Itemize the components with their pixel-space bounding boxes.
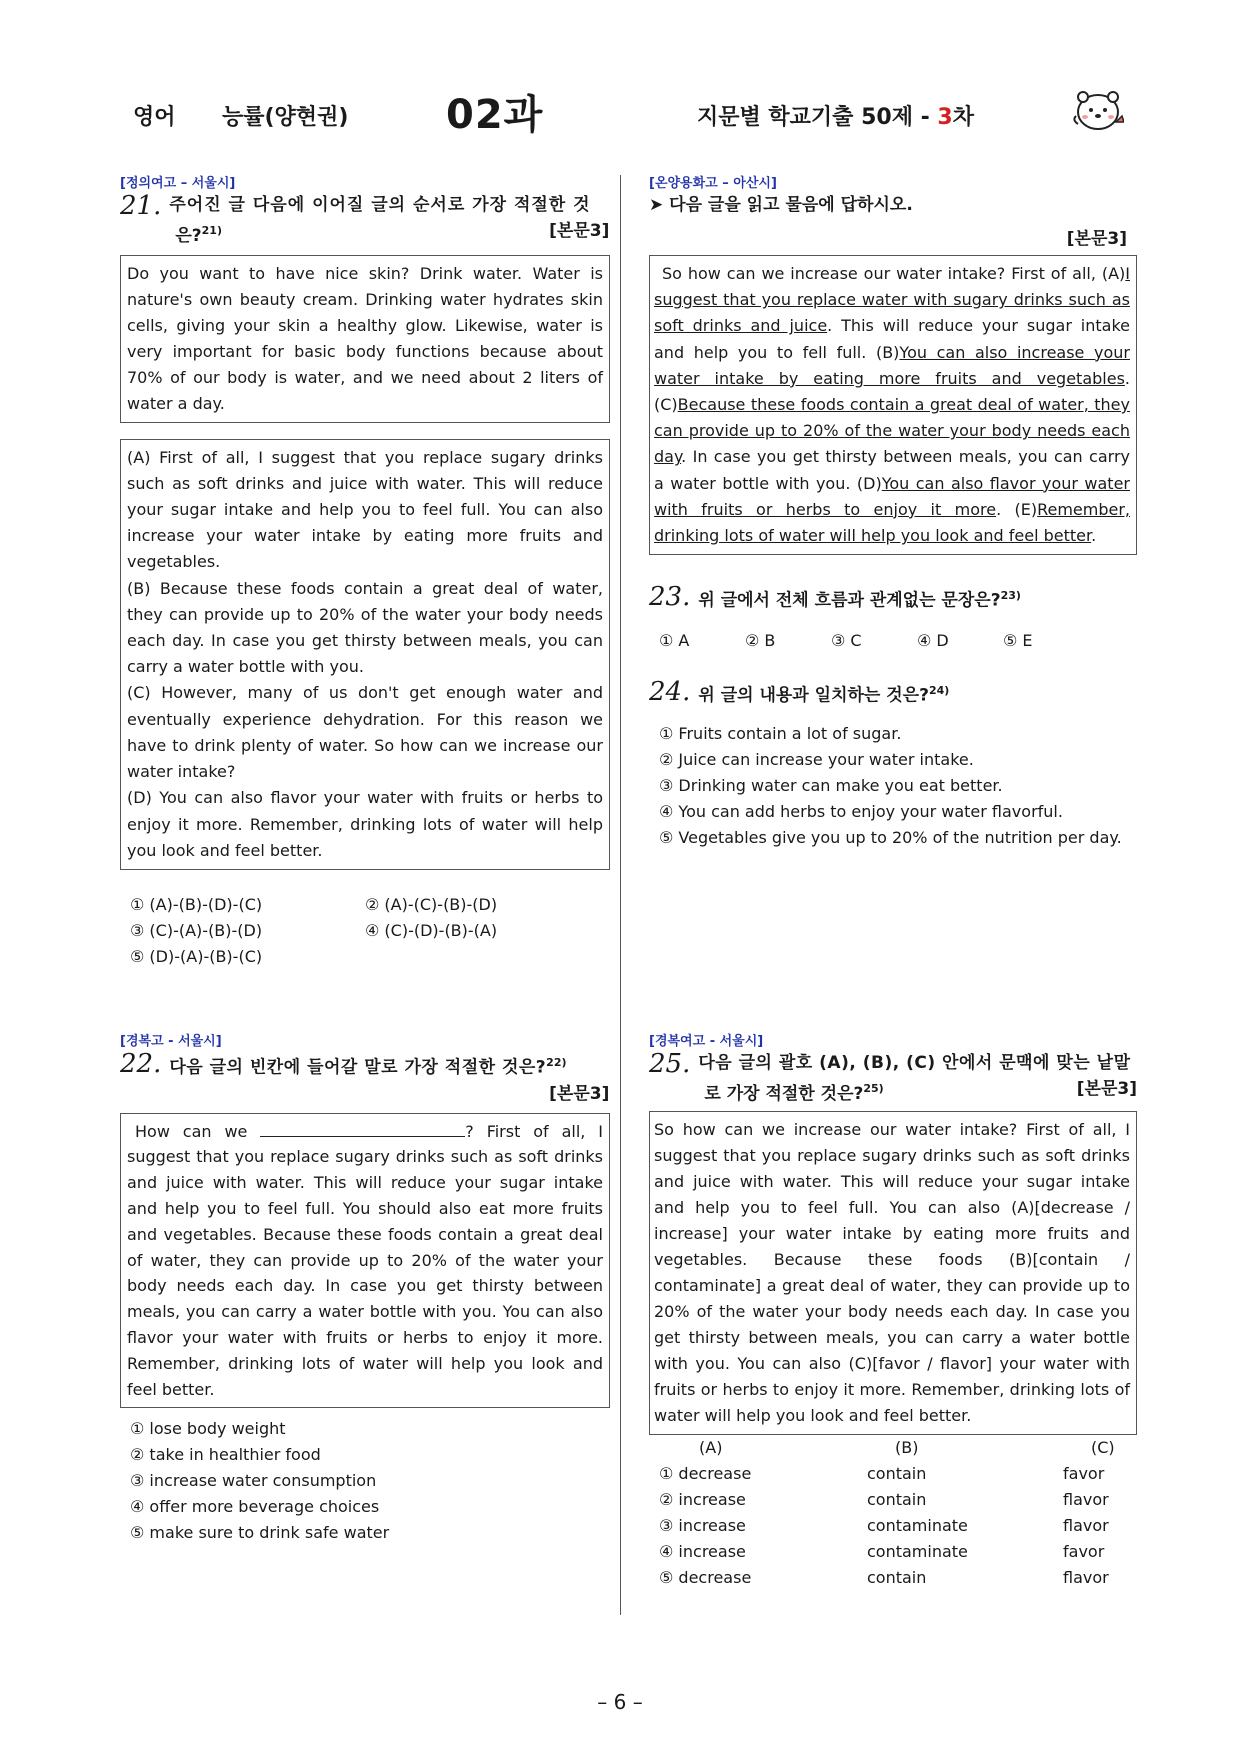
q21-options-passage [120, 439, 610, 870]
q25-ref: 25) [863, 1082, 884, 1095]
right-column [649, 172, 1137, 1587]
q25-choice-2-c: flavor [1063, 1489, 1109, 1509]
q21-choice-2[interactable]: ② (A)-(C)-(B)-(D) [365, 894, 498, 914]
passage-23-24 [649, 255, 1137, 555]
q25-choice-1-c: favor [1063, 1463, 1105, 1483]
series-title [697, 100, 974, 131]
series-prefix: 지문별 학교기출 50제 - [697, 105, 938, 130]
column-divider [620, 175, 621, 1615]
q25-choice-5-c: flavor [1063, 1567, 1109, 1587]
q25-choice-5-b: contain [867, 1567, 927, 1587]
q22-tag: [본문3] [549, 1083, 610, 1104]
series-number: 3 [937, 105, 953, 130]
passage-tag: [본문3] [1066, 229, 1127, 249]
q23-ref: 23) [1000, 589, 1021, 603]
q22-prompt: 다음 글의 빈칸에 들어갈 말로 가장 적절한 것은? [169, 1057, 547, 1078]
q22-text-before-blank: How can we [135, 1121, 248, 1141]
q21-number: 21. [120, 191, 162, 221]
q25-choice-2[interactable] [659, 1487, 1129, 1513]
q24-choice-2[interactable]: ② Juice can increase your water intake. [659, 749, 974, 769]
question-23 [649, 583, 1137, 654]
q25-number: 25. [649, 1049, 691, 1079]
q25-passage: So how can we increase our water intake? First of all, I suggest that you replace sugary drinks such as soft drinks and juice with water. This will reduce your sugar intake and help you to feel full. You can also (A)[decrease / increase] your water intake by eating more fruits and vegetables. Because these foods (B)[contain / contaminate] a great deal of water, they can provide up to 20% of the water your body needs each day. In case you get thirsty between meals, you can carry a water bottle with you. You can also (C)[favor / flavor] your water with fruits or herbs to enjoy it more. Remember, drinking lots of water will help you look and feel better. [649, 1111, 1137, 1435]
passage-text-4: . In case you get thirsty between meals, you can carry a water bottle with you. (D) [654, 447, 1130, 493]
q25-source: [경복여고 - 서울시] [649, 1034, 764, 1049]
q21-ref: 21) [201, 224, 222, 237]
q23-choice-3[interactable]: ③ C [831, 630, 862, 650]
q22-passage [120, 1113, 610, 1409]
q25-choice-1-a: ① decrease [659, 1463, 752, 1483]
subject-label: 영어 [133, 105, 176, 130]
q24-number: 24. [649, 676, 691, 707]
q25-tag: [본문3] [1076, 1079, 1137, 1099]
q25-table-header [659, 1435, 1129, 1461]
q22-number: 22. [120, 1048, 162, 1079]
q21-paragraph-a: (A) First of all, I suggest that you replace sugary drinks such as soft drinks and juice with water. This will reduce your sugar intake and help you to feel full. You can also increase your water intake by eating more fruits and vegetables. [127, 447, 603, 572]
sentence-b: You can also increase your water intake by eating more fruits and vegetables [654, 342, 1130, 388]
q25-choice-5[interactable] [659, 1565, 1129, 1591]
q25-choice-3-c: flavor [1063, 1515, 1109, 1535]
q25-header-c: (C) [1091, 1437, 1115, 1457]
q21-choice-5[interactable]: ⑤ (D)-(A)-(B)-(C) [130, 946, 263, 966]
left-column [120, 172, 610, 1546]
q25-choice-3-a: ③ increase [659, 1515, 746, 1535]
passage-source: [온양용화고 – 아산시] [649, 176, 777, 191]
q21-paragraph-b: (B) Because these foods contain a great deal of water, they can provide up to 20% of the water your body needs each day. In case you get thirsty between meals, you can carry a water bottle with you. [127, 578, 603, 677]
q21-paragraph-d: (D) You can also flavor your water with fruits or herbs to enjoy it more. Remember, drinking lots of water will help you look and feel better. [127, 788, 603, 860]
q25-header-a: (A) [699, 1437, 723, 1457]
q25-choice-3-b: contaminate [867, 1515, 968, 1535]
q21-choice-3[interactable]: ③ (C)-(A)-(B)-(D) [130, 920, 263, 940]
q25-choice-5-a: ⑤ decrease [659, 1567, 752, 1587]
q25-choice-1-b: contain [867, 1463, 927, 1483]
q25-prompt-line2: 로 가장 적절한 것은? [704, 1083, 864, 1104]
question-21 [120, 172, 610, 970]
q21-prompt-line2: 은? [175, 225, 202, 246]
q23-choice-2[interactable]: ② B [745, 630, 776, 650]
q23-choice-5[interactable]: ⑤ E [1003, 630, 1033, 650]
q22-text-after-blank: ? First of all, I suggest that you replace sugary drinks such as soft drinks and juice with water. This will reduce your sugar intake and help you to feel full. You should also eat more fruits and vegetables. Because these foods contain a great deal of water, they can provide up to 20% of the water your body needs each day. In case you get thirsty between meals, you can carry a water bottle with you. You can also flavor your water with fruits or herbs to enjoy it more. Remember, drinking lots of water will help you look and feel better. [127, 1121, 603, 1399]
q24-choice-3[interactable]: ③ Drinking water can make you eat better. [659, 775, 1003, 795]
q22-choice-5[interactable]: ⑤ make sure to drink safe water [130, 1523, 390, 1543]
q25-choice-1[interactable] [659, 1461, 1129, 1487]
passage-text-5: . (E) [996, 499, 1038, 519]
q25-choice-3[interactable] [659, 1513, 1129, 1539]
q21-choice-1[interactable]: ① (A)-(B)-(D)-(C) [130, 894, 263, 914]
q21-answer-choices [130, 892, 610, 970]
passage-text-6: . [1091, 526, 1097, 546]
sentence-c: Because these foods contain a great deal of water, they can provide up to 20% of the water your body needs each day [654, 395, 1130, 467]
passage-text-3: . (C) [654, 368, 1130, 415]
q24-prompt: 위 글의 내용과 일치하는 것은? [698, 685, 929, 706]
q25-choice-4-c: favor [1063, 1541, 1105, 1561]
q22-source: [경복고 - 서울시] [120, 1033, 222, 1049]
q22-choice-4[interactable]: ④ offer more beverage choices [130, 1497, 380, 1517]
q25-choice-2-a: ② increase [659, 1489, 746, 1509]
q23-number: 23. [649, 582, 691, 613]
q21-tag: [본문3] [549, 221, 610, 241]
sentence-d: You can also flavor your water with fruits or herbs to enjoy it more [654, 473, 1130, 519]
passage-text-2: . This will reduce your sugar intake and help you to fell full. (B) [654, 316, 1131, 362]
q22-ref: 22) [546, 1055, 567, 1069]
q25-prompt-line1: 다음 글의 괄호 (A), (B), (C) 안에서 문맥에 맞는 낱말 [698, 1053, 1131, 1073]
q24-ref: 24) [928, 683, 950, 697]
q24-choice-1[interactable]: ① Fruits contain a lot of sugar. [659, 723, 902, 743]
passage-text-1: So how can we increase our water intake? First of all, (A) [662, 264, 1126, 283]
q23-answer-choices [659, 628, 1137, 654]
q22-answer-choices [130, 1416, 610, 1546]
series-suffix: 차 [952, 105, 974, 130]
q21-paragraph-c: (C) However, many of us don't get enough water and eventually experience dehydration. For this reason we have to drink plenty of water. So how can we increase our water intake? [127, 683, 603, 782]
question-24 [649, 678, 1137, 851]
q21-choice-4[interactable]: ④ (C)-(D)-(B)-(A) [365, 920, 498, 940]
q23-choice-4[interactable]: ④ D [917, 630, 949, 650]
q21-prompt-line1: 주어진 글 다음에 이어질 글의 순서로 가장 적절한 것 [169, 195, 591, 215]
q21-source: [정의여고 – 서울시] [120, 176, 236, 191]
q25-choice-2-b: contain [867, 1489, 927, 1509]
page-header [0, 0, 1240, 150]
publisher-label: 능률(양현권) [222, 105, 349, 130]
q25-answer-table [659, 1435, 1129, 1591]
q22-blank [260, 1120, 465, 1137]
q24-answer-choices [659, 721, 1125, 851]
q25-choice-4[interactable] [659, 1539, 1129, 1565]
q22-choice-3[interactable]: ③ increase water consumption [130, 1471, 377, 1491]
sentence-e: Remember, drinking lots of water will help you look and feel better [654, 499, 1131, 546]
q25-choice-4-b: contaminate [867, 1541, 968, 1561]
q25-header-b: (B) [895, 1437, 919, 1457]
q22-choice-1[interactable]: ① lose body weight [130, 1419, 286, 1439]
sentence-a: I suggest that you replace water with sugary drinks such as soft drinks and juice [654, 264, 1130, 336]
shared-passage-23-24 [649, 172, 1137, 555]
question-25 [649, 1030, 1137, 1591]
q22-choice-2[interactable]: ② take in healthier food [130, 1445, 321, 1465]
lesson-title: 02과 [446, 92, 544, 138]
q24-choice-4[interactable]: ④ You can add herbs to enjoy your water flavorful. [659, 801, 1063, 821]
question-22 [120, 1030, 610, 1546]
bear-face-icon [1072, 86, 1124, 134]
q25-choice-4-a: ④ increase [659, 1541, 746, 1561]
q21-given-passage: Do you want to have nice skin? Drink water. Water is nature's own beauty cream. Drinking water hydrates skin cells, giving your skin a healthy glow. Likewise, water is very important for basic body functions because about 70% of our body is water, and we need about 2 liters of water a day. [120, 255, 610, 423]
q23-prompt: 위 글에서 전체 흐름과 관계없는 문장은? [698, 590, 1001, 611]
passage-instruction: ➤ 다음 글을 읽고 물음에 답하시오. [649, 195, 913, 215]
page-number: – 6 – [597, 1690, 643, 1714]
q24-choice-5[interactable]: ⑤ Vegetables give you up to 20% of the nutrition per day. [659, 827, 1122, 847]
q23-choice-1[interactable]: ① A [659, 630, 690, 650]
